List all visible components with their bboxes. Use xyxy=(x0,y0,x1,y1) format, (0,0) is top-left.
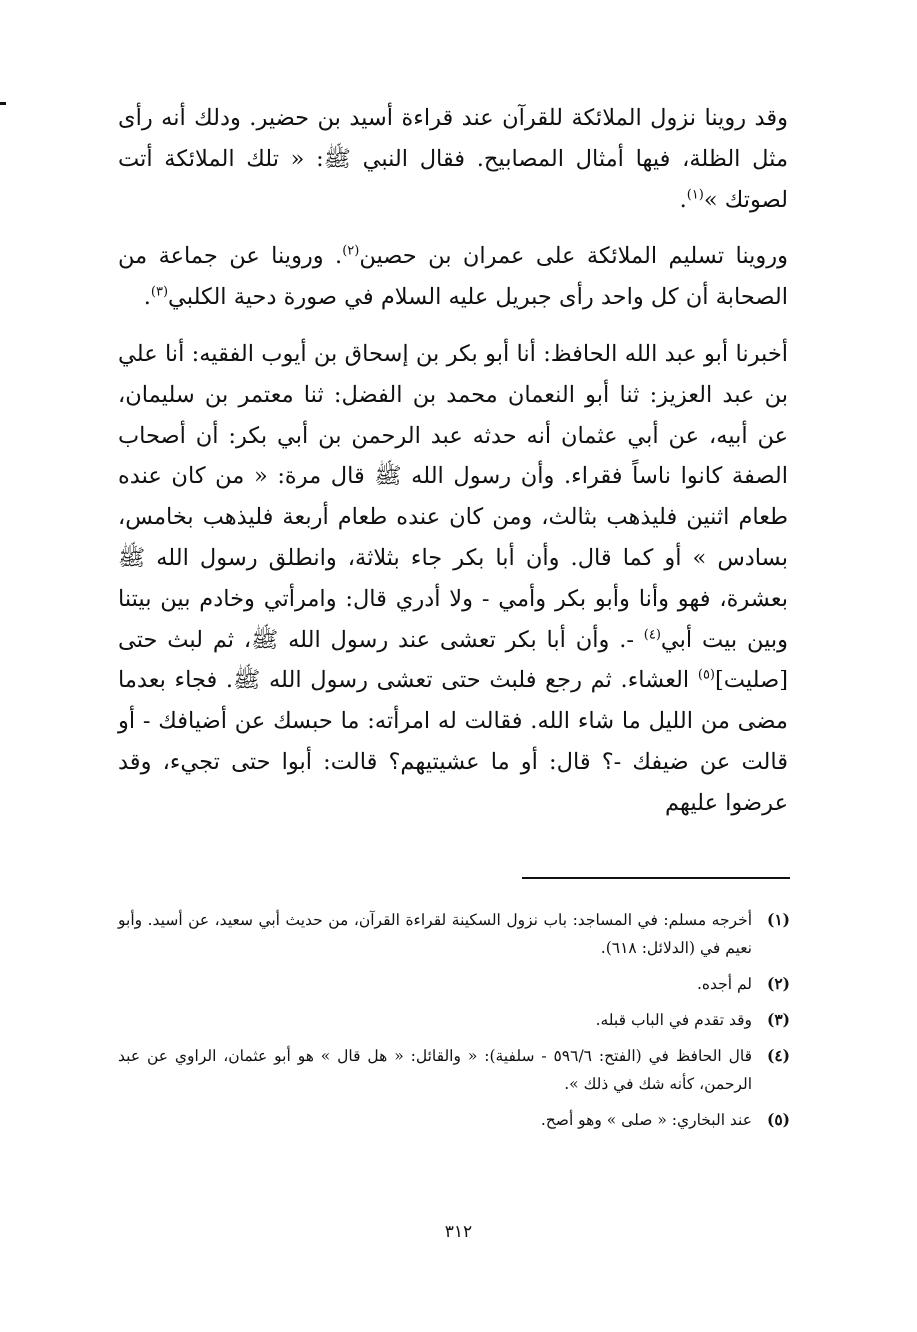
paragraph-end: . xyxy=(679,186,687,213)
footnote-ref: (٤) xyxy=(643,627,661,643)
footnote xyxy=(118,1042,790,1098)
footnote-number: (٢) xyxy=(766,974,790,993)
footnote xyxy=(118,970,790,998)
footnote xyxy=(118,1106,790,1134)
paragraph-end: . xyxy=(143,284,151,311)
paragraph-1 xyxy=(118,98,788,220)
paragraph-3 xyxy=(118,334,788,824)
footnote-text: لم أجده. xyxy=(696,975,752,993)
paragraph-text: -. وأن أبا بكر تعشى عند رسول الله ﷺ، ثم لبث حتى [صليت] xyxy=(118,626,788,694)
footnote-text: عند البخاري: « صلى » وهو أصح. xyxy=(540,1111,752,1129)
margin-mark xyxy=(0,102,6,105)
footnote xyxy=(118,1006,790,1034)
paragraph-text: وقد روينا نزول الملائكة للقرآن عند قراءة أسيد بن حضير. ودلك أنه رأى مثل الظلة، فيها أمثال المصابيح. فقال النبي ﷺ: « تلك الملائكة أتت لصوتك » xyxy=(118,105,788,213)
footnote-number: (٤) xyxy=(766,1046,790,1065)
paragraph-text: العشاء. ثم رجع فلبث حتى تعشى رسول الله ﷺ. فجاء بعدما مضى من الليل ما شاء الله. فقالت له امرأته: ما حبسك عن أضيافك - أو قالت عن ضيفك -؟ قال: أو ما عشيتيهم؟ قالت: أبوا حتى تجيء، وقد عرضوا عليهم xyxy=(118,667,788,816)
footnote-ref: (٥) xyxy=(697,667,715,683)
footnote-ref: (٣) xyxy=(150,284,169,300)
paragraph-text: أخبرنا أبو عبد الله الحافظ: أنا أبو بكر بن إسحاق بن أيوب الفقيه: أنا علي بن عبد العزيز: ثنا أبو النعمان محمد بن الفضل: ثنا معتمر بن سليمان، عن أبيه، عن أبي عثمان أنه حدثه عبد الرحمن بن أبي بكر: أن أصحاب الصفة كانوا ناساً فقراء. وأن رسول الله ﷺ قال مرة: « من كان عنده طعام اثنين فليذهب بثالث، ومن كان عنده طعام أربعة فليذهب بخامس، بسادس » أو كما قال. وأن أبا بكر جاء بثلاثة، وانطلق رسول الله ﷺ بعشرة، فهو وأنا وأبو بكر وأمي - ولا أدري قال: وامرأتي وخادم بين بيتنا وبين بيت أبي xyxy=(118,340,788,653)
footnote-number: (٥) xyxy=(766,1110,790,1129)
main-text xyxy=(118,98,788,840)
footnote-ref: (٢) xyxy=(342,243,360,259)
footnote-text: وقد تقدم في الباب قبله. xyxy=(595,1011,752,1029)
paragraph-text: وروينا تسليم الملائكة على عمران بن حصين xyxy=(359,243,788,270)
footnote-number: (١) xyxy=(766,910,790,929)
footnote-number: (٣) xyxy=(766,1010,790,1029)
footnote-text: أخرجه مسلم: في المساجد: باب نزول السكينة لقراءة القرآن، من حديث أبي سعيد، عن أسيد. وأبو نعيم في (الدلائل: ٦١٨). xyxy=(118,911,752,957)
footnotes xyxy=(118,906,790,1142)
footnote-text: قال الحافظ في (الفتح: ٥٩٦/٦ - سلفية): « والقائل: « هل قال » هو أبو عثمان، الراوي عن عبد الرحمن، كأنه شك في ذلك ». xyxy=(118,1047,752,1093)
footnote xyxy=(118,906,790,962)
paragraph-2 xyxy=(118,236,788,318)
paragraph-text: . وروينا عن جماعة من الصحابة أن كل واحد رأى جبريل عليه السلام في صورة دحية الكلبي xyxy=(118,243,788,311)
footnote-ref: (١) xyxy=(686,187,704,203)
footnote-divider xyxy=(522,877,790,879)
page-number: ٣١٢ xyxy=(444,1222,473,1242)
